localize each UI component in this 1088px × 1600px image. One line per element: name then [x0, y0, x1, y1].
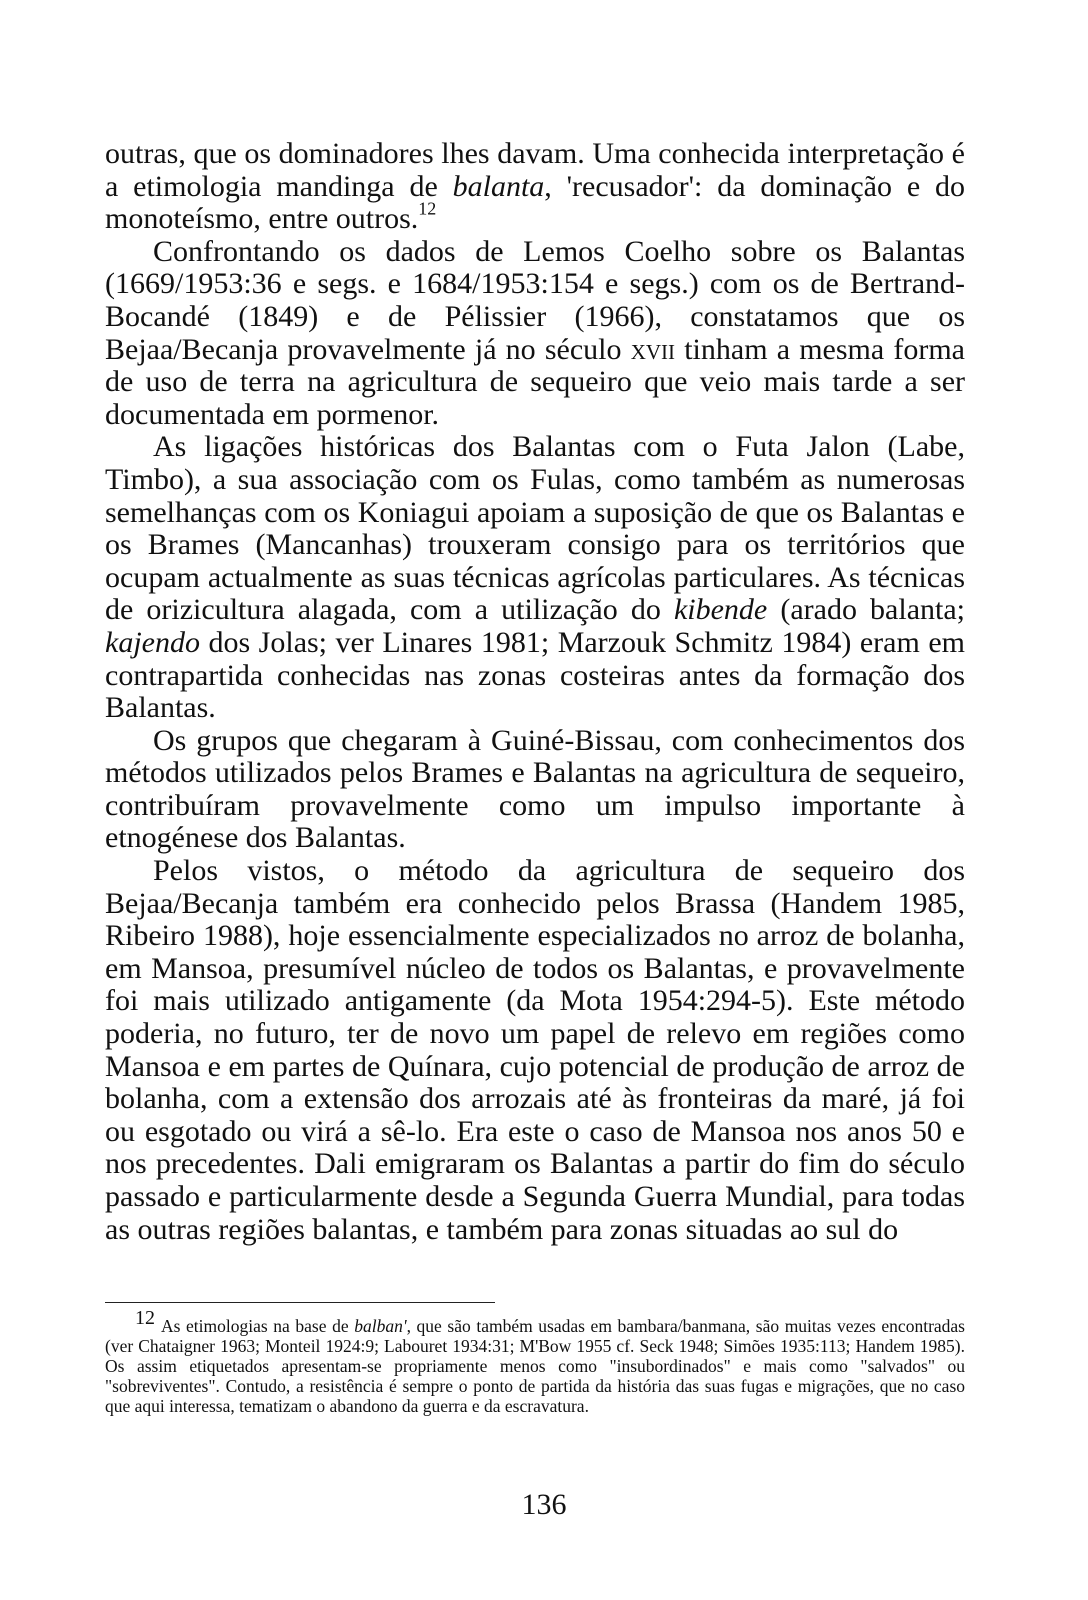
page-number: 136	[521, 1488, 567, 1521]
italic-term: balban'	[354, 1316, 407, 1336]
italic-term: kajendo	[105, 625, 200, 659]
text-run: As ligações históricas dos Balantas com o Futa Jalon (Labe, Timbo), a sua associação com os Fulas, como também as numerosas semelhanças com os Koniagui apoiam a suposição de que os Balantas e os Brames (Mancanhas) trouxeram consigo para os territórios que ocupam actualmente as suas técnicas agrícolas particulares. As técnicas de orizicultura alagada, com a utilização do	[105, 430, 965, 627]
text-run: (arado balanta;	[767, 593, 965, 627]
main-text	[105, 138, 965, 1246]
text-run: Pelos vistos, o método da agricultura de sequeiro dos Bejaa/Becanja também era conhecido pelos Brassa (Handem 1985, Ribeiro 1988), hoje essencialmente especializados no arroz de bolanha, em Mansoa, presumível núcleo de todos os Balantas, e provavelmente foi mais utilizado antigamente (da Mota 1954:294-5). Este método poderia, no futuro, ter de novo um papel de relevo em regiões como Mansoa e em partes de Quínara, cujo potencial de produção de arroz de bolanha, com a extensão dos arrozais até às fronteiras da maré, já foi ou esgotado ou virá a sê-lo. Era este o caso de Mansoa nos anos 50 e nos precedentes. Dali emigraram os Balantas a partir do fim do século passado e particularmente desde a Segunda Guerra Mundial, para todas as outras regiões balantas, e também para zonas situadas ao sul do	[105, 854, 965, 1246]
text-run: Os grupos que chegaram à Guiné-Bissau, com conhecimentos dos métodos utilizados pelos Brames e Balantas na agricultura de sequeiro, contribuíram provavelmente como um impulso importante à etnogénese dos Balantas.	[105, 723, 965, 855]
text-run: outras, que os dominadores lhes davam. Uma conhecida interpretação é a etimologia mandinga de	[105, 137, 965, 203]
footnote-ref: 12	[418, 198, 437, 219]
text-run: dos Jolas; ver Linares 1981; Marzouk Schmitz 1984) eram em contrapartida conhecidas nas zonas costeiras antes da formação dos Balantas.	[105, 625, 965, 725]
footnote-separator	[105, 1302, 495, 1303]
text-run: , que são também usadas em bambara/banmana, são muitas vezes encontradas (ver Chataigner 1963; Monteil 1924:9; Labouret 1934:31; M'Bow 1955 cf. Seck 1948; Simões 1935:113; Handem 1985). Os assim etiquetados apresentam-se propriamente menos como "insubordinados" e mais como "salvados" ou "sobreviventes". Contudo, a resistência é sempre o ponto de partida da história das suas fugas e migrações, que no caso que aqui interessa, tematizam o abandono da guerra e da escravatura.	[105, 1316, 965, 1416]
text-run: tinham a mesma forma de uso de terra na agricultura de sequeiro que veio mais tarde a ser documentada em pormenor.	[105, 332, 966, 431]
roman-numeral: xvii	[630, 332, 676, 366]
paragraph	[105, 138, 965, 236]
footnote	[105, 1307, 965, 1416]
footnote-number: 12	[135, 1307, 155, 1329]
italic-term: kibende	[673, 593, 768, 627]
text-run: , 'recusador': da dominação e do monoteísmo, entre outros.	[105, 169, 965, 236]
paragraph	[105, 855, 965, 1246]
text-run: As etimologias na base de	[161, 1316, 355, 1336]
paragraph	[105, 431, 965, 724]
paragraph	[105, 236, 965, 432]
text-run: Confrontando os dados de Lemos Coelho sobre os Balantas (1669/1953:36 e segs. e 1684/1953:154 e segs.) com os de Bertrand-Bocandé (1849) e de Pélissier (1966), constatamos que os Bejaa/Becanja provavelmente já no século	[105, 234, 965, 366]
italic-term: balanta	[452, 169, 545, 203]
footnote-text	[105, 1316, 965, 1416]
paragraph	[105, 725, 965, 855]
